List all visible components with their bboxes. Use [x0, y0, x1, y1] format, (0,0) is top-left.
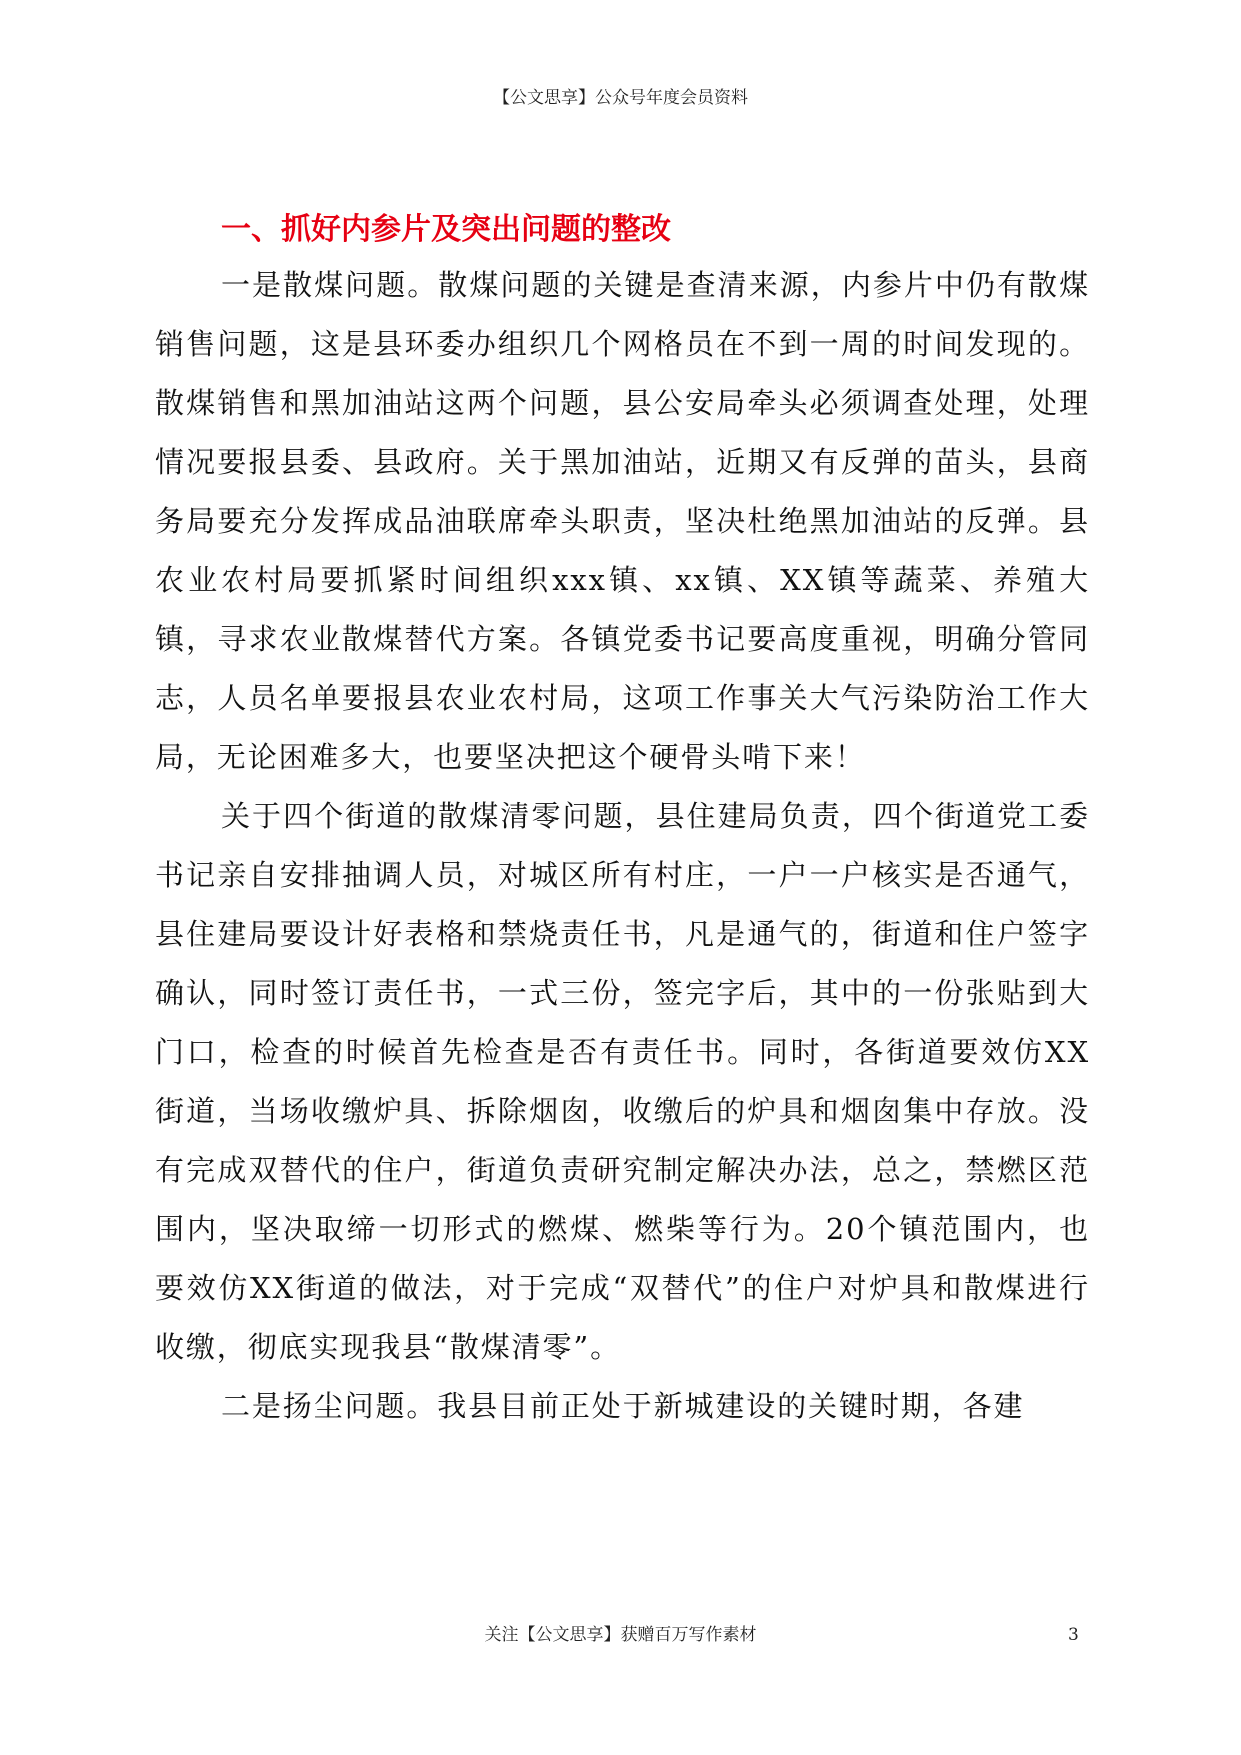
paragraph-dust-problem: 二是扬尘问题。我县目前正处于新城建设的关键时期，各建	[221, 1389, 1025, 1423]
page-header: 【公文思享】公众号年度会员资料	[493, 88, 748, 108]
page-footer: 关注【公文思享】获赠百万写作素材	[484, 1625, 757, 1645]
section-heading: 一、抓好内参片及突出问题的整改	[221, 212, 671, 247]
paragraph-street-coal-clearing: 关于四个街道的散煤清零问题，县住建局负责，四个街道党工委书记亲自安排抽调人员，对城区所有村庄，一户一户核实是否通气，县住建局要设计好表格和禁烧责任书，凡是通气的，街道和住户签字确认，同时签订责任书，一式三份，签完字后，其中的一份张贴到大门口，检查的时候首先检查是否有责任书。同时，各街道要效仿XX街道，当场收缴炉具、拆除烟囱，收缴后的炉具和烟囱集中存放。没有完成双替代的住户，街道负责研究制定解决办法，总之，禁燃区范围内，坚决取缔一切形式的燃煤、燃柴等行为。20个镇范围内，也要效仿XX街道的做法，对于完成“双替代”的住户对炉具和散煤进行收缴，彻底实现我县“散煤清零”。	[155, 799, 1090, 1364]
document-body	[155, 206, 1090, 1436]
page-number: 3	[1068, 1625, 1079, 1645]
paragraph-scattered-coal: 一是散煤问题。散煤问题的关键是查清来源，内参片中仍有散煤销售问题，这是县环委办组织几个网格员在不到一周的时间发现的。散煤销售和黑加油站这两个问题，县公安局牵头必须调查处理，处理情况要报县委、县政府。关于黑加油站，近期又有反弹的苗头，县商务局要充分发挥成品油联席牵头职责，坚决杜绝黑加油站的反弹。县农业农村局要抓紧时间组织xxx镇、xx镇、XX镇等蔬菜、养殖大镇，寻求农业散煤替代方案。各镇党委书记要高度重视，明确分管同志，人员名单要报县农业农村局，这项工作事关大气污染防治工作大局，无论困难多大，也要坚决把这个硬骨头啃下来！	[155, 268, 1090, 774]
